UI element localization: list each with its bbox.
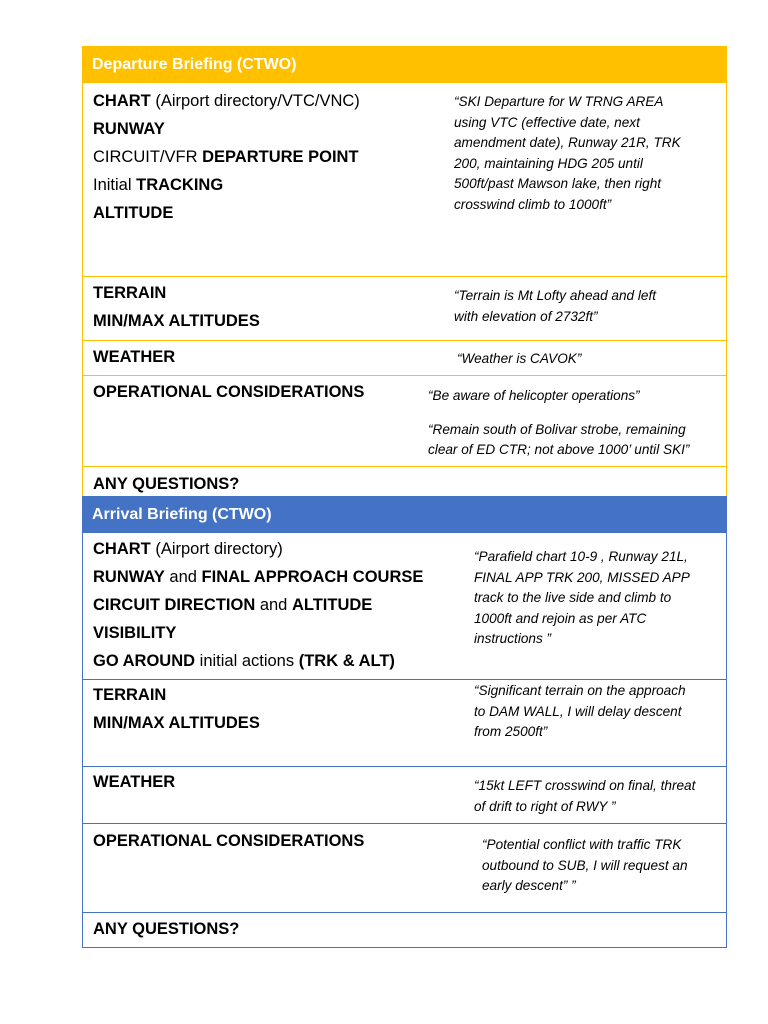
- left-line: ALTITUDE: [93, 204, 174, 222]
- departure-weather-example: “Weather is CAVOK”: [457, 351, 582, 366]
- arrival-terrain-example: “Significant terrain on the approach to DAM WALL, I will delay descent from 2500ft”: [474, 683, 686, 739]
- arrival-briefing-card: [82, 496, 727, 952]
- arrival-row-operational: OPERATIONAL CONSIDERATIONS “Potential conflict with traffic TRK outbound to SUB, I will request an early descent” ”: [82, 824, 727, 913]
- arrival-weather-example: “15kt LEFT crosswind on final, threat of drift to right of RWY ”: [474, 778, 696, 814]
- departure-row-weather: WEATHER “Weather is CAVOK”: [82, 341, 727, 376]
- departure-briefing-card: [82, 46, 727, 493]
- arrival-chart-example: “Parafield chart 10-9 , Runway 21L, FINAL APP TRK 200, MISSED APP track to the live side and climb to 1000ft and rejoin as per ATC instructions ”: [474, 549, 690, 646]
- arrival-operational-example: “Potential conflict with traffic TRK outbound to SUB, I will request an early descent” ”: [482, 837, 688, 893]
- arrival-briefing-title: Arrival Briefing (CTWO): [82, 496, 727, 533]
- departure-operational-example: “Be aware of helicopter operations” “Remain south of Bolivar strobe, remaining clear of ED CTR; not above 1000’ until SKI”: [428, 388, 690, 457]
- left-line: CIRCUIT/VFR DEPARTURE POINT: [93, 148, 359, 166]
- departure-row-questions: ANY QUESTIONS?: [82, 467, 727, 503]
- arrival-row-chart: CHART (Airport directory) RUNWAY and FINAL APPROACH COURSE CIRCUIT DIRECTION and ALTITUDE VISIBILITY GO AROUND initial actions (TRK & ALT) “Parafield chart 10-9 , Runway 21L, FINAL APP TRK 200, MISSED APP track to the live side and climb to 1000ft and rejoin as per ATC instructions ”: [82, 533, 727, 680]
- departure-chart-example: “SKI Departure for W TRNG AREA using VTC (effective date, next amendment date), Runway 21R, TRK 200, maintaining HDG 205 until 500ft/past Mawson lake, then right crosswind climb to 1000ft”: [454, 94, 681, 212]
- departure-row-operational: OPERATIONAL CONSIDERATIONS “Be aware of helicopter operations” “Remain south of Bolivar strobe, remaining clear of ED CTR; not above 1000’ until SKI”: [82, 376, 727, 467]
- arrival-row-terrain: TERRAIN MIN/MAX ALTITUDES “Significant terrain on the approach to DAM WALL, I will delay descent from 2500ft”: [82, 680, 727, 767]
- departure-row-chart: [82, 83, 727, 277]
- departure-briefing-title: Departure Briefing (CTWO): [82, 46, 727, 83]
- departure-terrain-example: “Terrain is Mt Lofty ahead and left with elevation of 2732ft”: [454, 288, 657, 324]
- departure-row-terrain: TERRAIN MIN/MAX ALTITUDES “Terrain is Mt Lofty ahead and left with elevation of 2732ft”: [82, 277, 727, 341]
- arrival-row-questions: ANY QUESTIONS?: [82, 913, 727, 948]
- left-line: Initial TRACKING: [93, 176, 224, 194]
- left-line: CHART (Airport directory/VTC/VNC): [93, 92, 360, 110]
- left-line: RUNWAY: [93, 120, 165, 138]
- arrival-row-weather: WEATHER “15kt LEFT crosswind on final, threat of drift to right of RWY ”: [82, 767, 727, 824]
